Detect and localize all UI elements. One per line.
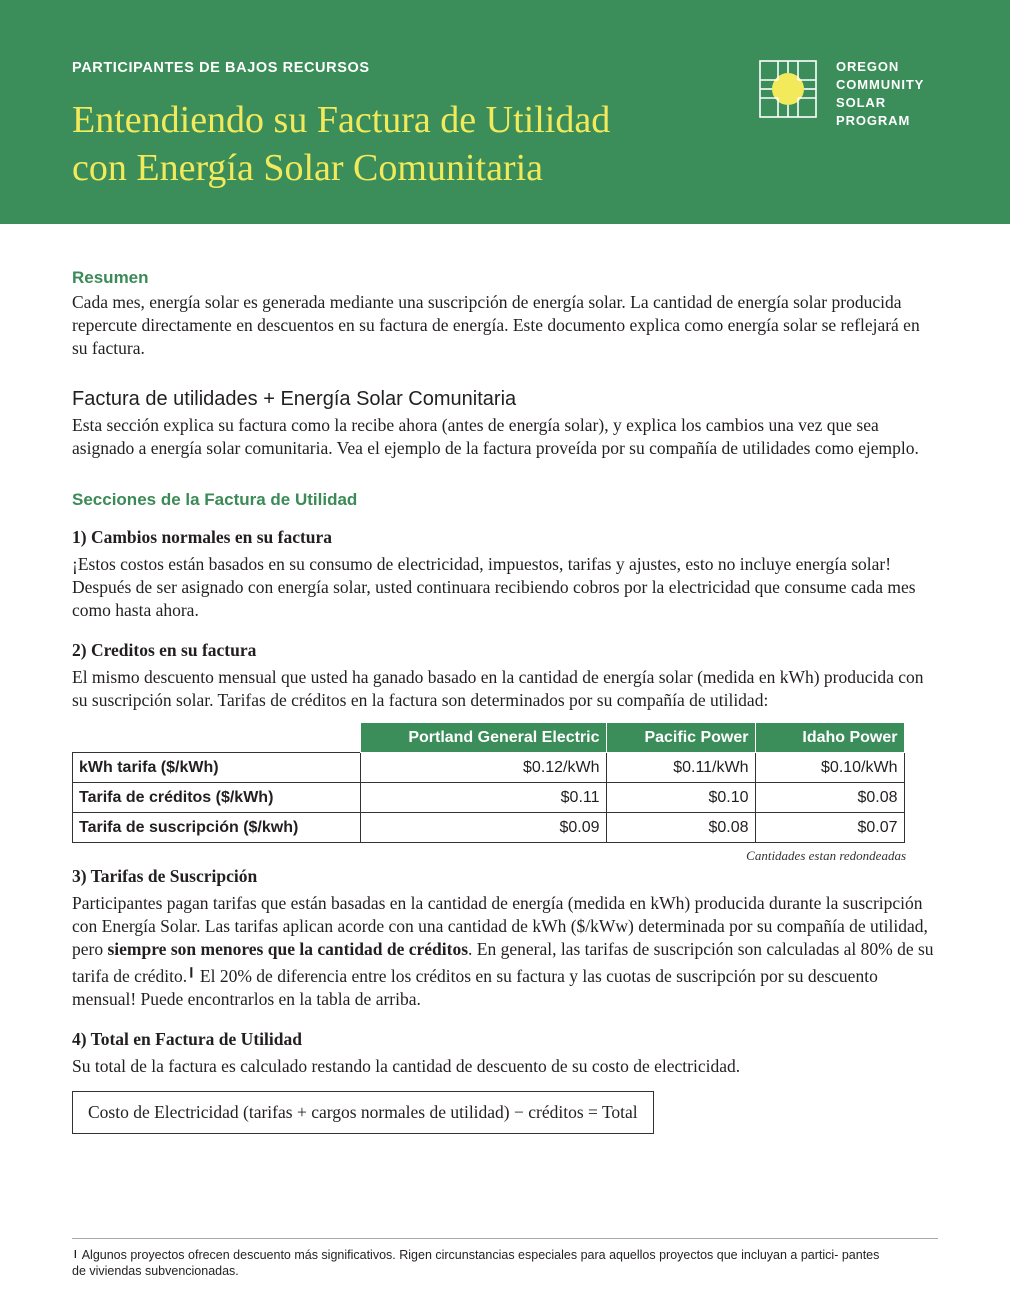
section-3 bbox=[72, 866, 938, 1011]
logo-line: COMMUNITY bbox=[836, 77, 925, 92]
footnote-mark: ❙ bbox=[72, 1249, 79, 1258]
secciones-heading: Secciones de la Factura de Utilidad bbox=[72, 490, 358, 509]
logo-wordmark bbox=[836, 58, 924, 130]
factura-section bbox=[72, 388, 938, 460]
resumen-heading: Resumen bbox=[72, 268, 149, 287]
table-header-cell: Pacific Power bbox=[606, 723, 755, 753]
section-4-heading: 4) Total en Factura de Utilidad bbox=[72, 1028, 302, 1049]
footnote-divider bbox=[72, 1238, 938, 1239]
logo-line: OREGON bbox=[836, 59, 900, 74]
table-cell: $0.08 bbox=[606, 813, 755, 843]
table-header-cell: Portland General Electric bbox=[360, 723, 606, 753]
section-4-text: Su total de la factura es calculado restando la cantidad de descuento de su costo de electricidad. bbox=[72, 1055, 741, 1076]
section-3-text-part: Participantes pagan tarifas que están basadas en la cantidad de energía (medida en kWh) producida durante la suscripción con Energía Solar. Las tarifas aplican acorde con una cantidad de kWh ($/kWw) determinada por su compañía de utilidad, pero bbox=[72, 893, 928, 959]
section-4 bbox=[72, 1029, 938, 1134]
table-cell: $0.08 bbox=[755, 783, 904, 813]
table-cell: $0.10 bbox=[606, 783, 755, 813]
table-row-label: Tarifa de créditos ($/kWh) bbox=[73, 783, 361, 813]
table-cell: $0.10/kWh bbox=[755, 753, 904, 783]
table-corner bbox=[73, 723, 361, 753]
main-content bbox=[72, 268, 938, 1134]
table-cell: $0.09 bbox=[360, 813, 606, 843]
logo-line: PROGRAM bbox=[836, 113, 911, 128]
eyebrow-label: PARTICIPANTES DE BAJOS RECURSOS bbox=[72, 60, 370, 76]
resumen-text: Cada mes, energía solar es generada mediante una suscripción de energía solar. La cantidad de energía solar producida repercute directamente en descuentos en su factura de energía. Este documento explica como energía solar se reflejará en su factura. bbox=[72, 292, 920, 358]
table-cell: $0.12/kWh bbox=[360, 753, 606, 783]
section-1-text: ¡Estos costos están basados en su consumo de electricidad, impuestos, tarifas y ajustes, esto no incluye energía solar! Después de ser asignado con energía solar, usted continuara recibiendo cobros por la electricidad que consume cada mes como hasta ahora. bbox=[72, 554, 916, 620]
table-row bbox=[73, 813, 905, 843]
table-row bbox=[73, 783, 905, 813]
table-cell: $0.07 bbox=[755, 813, 904, 843]
section-2 bbox=[72, 640, 938, 864]
footnote-reference[interactable]: ❙ bbox=[187, 967, 196, 978]
table-cell: $0.11 bbox=[360, 783, 606, 813]
table-row-label: kWh tarifa ($/kWh) bbox=[73, 753, 361, 783]
section-2-heading: 2) Creditos en su factura bbox=[72, 640, 257, 660]
page-title-line-2: con Energía Solar Comunitaria bbox=[72, 147, 544, 189]
section-3-heading: 3) Tarifas de Suscripción bbox=[72, 866, 258, 886]
resumen-section bbox=[72, 268, 938, 360]
factura-heading: Factura de utilidades + Energía Solar Comunitaria bbox=[72, 388, 517, 410]
page-title bbox=[72, 96, 732, 192]
rates-table bbox=[72, 722, 905, 843]
section-1 bbox=[72, 527, 938, 622]
section-3-text-part: . En general, las tarifas de suscripción son calculadas al 80% de su tarifa de crédito. bbox=[72, 939, 934, 986]
section-3-emphasis: siempre son menores que la cantidad de créditos bbox=[107, 939, 469, 959]
logo-line: SOLAR bbox=[836, 95, 886, 110]
sun-grid-icon bbox=[758, 58, 818, 120]
section-3-text-part: El 20% de diferencia entre los créditos en su factura y las cuotas de suscripción por su descuento mensual! Puede encontrarlos en la tabla de arriba. bbox=[72, 965, 878, 1009]
total-formula-box: Costo de Electricidad (tarifas + cargos normales de utilidad) − créditos = Total bbox=[72, 1091, 654, 1134]
table-header-cell: Idaho Power bbox=[755, 723, 904, 753]
table-row bbox=[73, 753, 905, 783]
page-title-line-1: Entendiendo su Factura de Utilidad bbox=[72, 99, 611, 141]
factura-text: Esta sección explica su factura como la recibe ahora (antes de energía solar), y explica los cambios una vez que sea asignado a energía solar comunitaria. Vea el ejemplo de la factura proveída por su compañía de utilidades como ejemplo. bbox=[72, 415, 919, 458]
section-3-text bbox=[72, 892, 938, 1011]
table-row-label: Tarifa de suscripción ($/kwh) bbox=[73, 813, 361, 843]
table-note: Cantidades estan redondeadas bbox=[746, 848, 906, 863]
section-1-heading: 1) Cambios normales en su factura bbox=[72, 527, 333, 547]
header-banner bbox=[0, 0, 1010, 224]
section-2-text: El mismo descuento mensual que usted ha ganado basado en la cantidad de energía solar (medida en kWh) producida con su suscripción solar. Tarifas de créditos en la factura son determinados por su compañía de utilidad: bbox=[72, 667, 924, 710]
footnote-text: Algunos proyectos ofrecen descuento más significativos. Rigen circunstancias especiales para aquellos proyectos que incluyan a partici- pantes de viviendas subvencionadas. bbox=[72, 1248, 880, 1278]
table-header-row bbox=[73, 723, 905, 753]
table-cell: $0.11/kWh bbox=[606, 753, 755, 783]
footnote bbox=[72, 1246, 892, 1279]
secciones-section bbox=[72, 490, 938, 1134]
